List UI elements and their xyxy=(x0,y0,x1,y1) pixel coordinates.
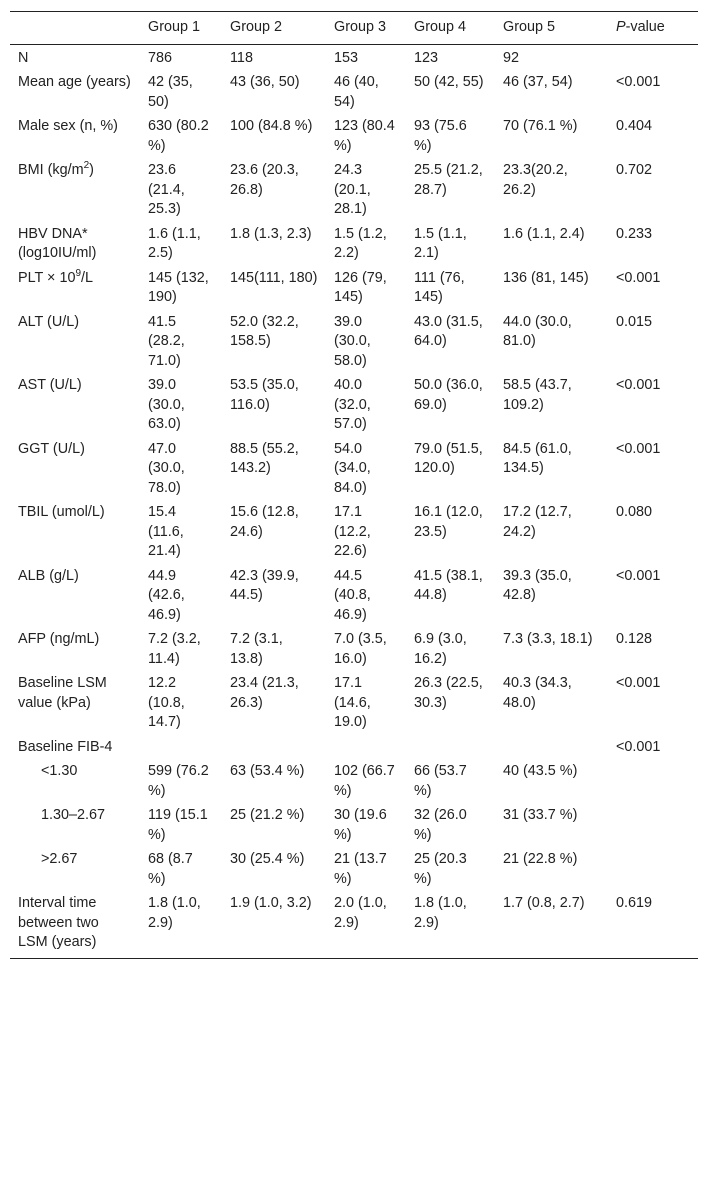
group-3-cell: 54.0 (34.0, 84.0) xyxy=(334,440,371,496)
table-row xyxy=(10,313,698,377)
p-value-cell: <0.001 xyxy=(616,675,661,691)
group-1-cell: 68 (8.7 %) xyxy=(148,851,193,887)
group-1-cell: 12.2 (10.8, 14.7) xyxy=(148,675,185,730)
p-value-suffix: -value xyxy=(625,19,665,35)
group-1-cell: 41.5 (28.2, 71.0) xyxy=(148,313,185,369)
row-label xyxy=(10,269,140,313)
table-row xyxy=(10,440,698,504)
row-label: GGT (U/L) xyxy=(18,440,85,457)
group-3-cell: 153 xyxy=(334,49,359,66)
group-4-cell: 66 (53.7 %) xyxy=(414,763,467,799)
p-value-cell xyxy=(608,762,698,806)
group-3-cell xyxy=(326,738,406,763)
group-4-cell: 1.5 (1.1, 2.1) xyxy=(414,225,467,261)
group-3-cell: 123 (80.4 %) xyxy=(334,118,395,154)
group-3-cell: 2.0 (1.0, 2.9) xyxy=(334,895,387,931)
header-group-1: Group 1 xyxy=(148,19,200,35)
row-label-superscript: 9 xyxy=(75,267,82,279)
table-row xyxy=(10,567,698,631)
group-4-cell: 6.9 (3.0, 16.2) xyxy=(414,631,467,667)
group-4-cell: 32 (26.0 %) xyxy=(414,807,467,843)
group-4-cell: 26.3 (22.5, 30.3) xyxy=(414,675,483,711)
row-label: Mean age (years) xyxy=(18,74,131,90)
group-2-cell: 88.5 (55.2, 143.2) xyxy=(230,440,299,476)
row-label-suffix: ) xyxy=(89,162,94,178)
group-2-cell: 23.4 (21.3, 26.3) xyxy=(230,675,299,711)
group-3-cell: 40.0 (32.0, 57.0) xyxy=(334,377,371,432)
group-2-cell: 145(111, 180) xyxy=(230,269,318,286)
group-5-cell: 21 (22.8 %) xyxy=(503,851,578,867)
p-italic: P xyxy=(616,19,626,35)
p-value-cell: <0.001 xyxy=(616,269,661,286)
group-2-cell: 1.9 (1.0, 3.2) xyxy=(230,895,312,911)
table-row xyxy=(10,117,698,161)
group-3-cell: 126 (79, 145) xyxy=(334,269,387,305)
group-1-cell: 44.9 (42.6, 46.9) xyxy=(148,567,185,623)
table-row xyxy=(10,674,698,738)
header-empty-cell xyxy=(10,12,140,45)
group-3-cell: 30 (19.6 %) xyxy=(334,807,387,843)
p-value-cell xyxy=(608,806,698,850)
group-5-cell: 92 xyxy=(503,49,520,66)
row-label: <1.30 xyxy=(41,763,78,779)
group-3-cell: 21 (13.7 %) xyxy=(334,851,387,887)
p-value-cell: 0.128 xyxy=(616,631,653,647)
group-5-cell: 17.2 (12.7, 24.2) xyxy=(503,504,572,540)
group-1-cell: 39.0 (30.0, 63.0) xyxy=(148,377,185,432)
group-2-cell: 23.6 (20.3, 26.8) xyxy=(230,162,299,198)
group-4-cell: 111 (76, 145) xyxy=(414,269,465,305)
row-label: AFP (ng/mL) xyxy=(18,631,100,647)
group-3-cell: 46 (40, 54) xyxy=(334,74,379,110)
row-label xyxy=(10,161,140,225)
group-5-cell: 40.3 (34.3, 48.0) xyxy=(503,675,572,711)
header-group-5: Group 5 xyxy=(503,19,555,35)
row-label: N xyxy=(18,49,29,66)
group-2-cell: 52.0 (32.2, 158.5) xyxy=(230,313,299,349)
group-2-cell: 63 (53.4 %) xyxy=(230,763,305,779)
group-5-cell xyxy=(495,738,608,763)
group-2-cell xyxy=(222,738,326,763)
table-row xyxy=(10,376,698,440)
group-4-cell: 41.5 (38.1, 44.8) xyxy=(414,567,483,603)
p-value-cell: <0.001 xyxy=(616,567,661,584)
row-label-text: PLT × 10 xyxy=(18,269,76,286)
group-5-cell: 1.7 (0.8, 2.7) xyxy=(503,895,585,911)
table-body xyxy=(10,44,698,958)
group-4-cell: 50.0 (36.0, 69.0) xyxy=(414,377,483,413)
group-1-cell: 119 (15.1 %) xyxy=(148,807,208,843)
table-row xyxy=(10,161,698,225)
p-value-cell: 0.702 xyxy=(616,162,653,178)
group-3-cell: 102 (66.7 %) xyxy=(334,763,395,799)
group-5-cell: 136 (81, 145) xyxy=(503,269,589,286)
row-label: Male sex (n, %) xyxy=(18,118,118,134)
header-group-4: Group 4 xyxy=(414,19,466,35)
group-5-cell: 40 (43.5 %) xyxy=(503,763,578,779)
group-4-cell: 25 (20.3 %) xyxy=(414,851,467,887)
group-5-cell: 31 (33.7 %) xyxy=(503,807,578,823)
group-4-cell: 25.5 (21.2, 28.7) xyxy=(414,162,483,198)
group-4-cell: 1.8 (1.0, 2.9) xyxy=(414,895,467,931)
table-row xyxy=(10,630,698,674)
group-2-cell: 1.8 (1.3, 2.3) xyxy=(230,225,312,242)
group-1-cell: 1.6 (1.1, 2.5) xyxy=(148,225,201,261)
group-1-cell: 145 (132, 190) xyxy=(148,269,209,305)
row-label: HBV DNA* (log10IU/ml) xyxy=(18,225,97,261)
group-5-cell: 7.3 (3.3, 18.1) xyxy=(503,631,593,647)
group-1-cell: 599 (76.2 %) xyxy=(148,763,209,799)
row-label-suffix: /L xyxy=(81,269,94,286)
group-2-cell: 7.2 (3.1, 13.8) xyxy=(230,631,283,667)
group-5-cell: 46 (37, 54) xyxy=(503,74,573,90)
row-label: Baseline LSM value (kPa) xyxy=(18,675,107,711)
group-1-cell xyxy=(140,738,222,763)
p-value-cell xyxy=(608,44,698,73)
group-4-cell: 93 (75.6 %) xyxy=(414,118,467,154)
table-row xyxy=(10,894,698,958)
table-row xyxy=(10,738,698,763)
row-label: TBIL (umol/L) xyxy=(18,504,105,520)
group-5-cell: 84.5 (61.0, 134.5) xyxy=(503,440,572,476)
group-2-cell: 15.6 (12.8, 24.6) xyxy=(230,504,299,540)
group-1-cell: 42 (35, 50) xyxy=(148,74,193,110)
header-group-2: Group 2 xyxy=(230,19,282,35)
group-5-cell: 44.0 (30.0, 81.0) xyxy=(503,313,572,349)
table-row xyxy=(10,44,698,73)
table-row xyxy=(10,806,698,850)
group-2-cell: 42.3 (39.9, 44.5) xyxy=(230,567,299,603)
group-3-cell: 17.1 (14.6, 19.0) xyxy=(334,675,371,730)
table-row xyxy=(10,225,698,269)
group-3-cell: 24.3 (20.1, 28.1) xyxy=(334,162,371,217)
baseline-characteristics-table xyxy=(10,11,698,959)
group-4-cell: 123 xyxy=(414,49,439,66)
table-row xyxy=(10,503,698,567)
group-2-cell: 53.5 (35.0, 116.0) xyxy=(230,377,299,413)
p-value-cell: 0.080 xyxy=(616,504,653,520)
p-value-cell xyxy=(608,850,698,894)
group-5-cell: 39.3 (35.0, 42.8) xyxy=(503,567,572,603)
table-row xyxy=(10,762,698,806)
group-3-cell: 17.1 (12.2, 22.6) xyxy=(334,504,371,559)
p-value-cell: <0.001 xyxy=(616,738,661,755)
group-5-cell: 23.3(20.2, 26.2) xyxy=(503,162,568,198)
group-1-cell: 23.6 (21.4, 25.3) xyxy=(148,162,185,217)
group-3-cell: 39.0 (30.0, 58.0) xyxy=(334,313,371,369)
p-value-cell: 0.015 xyxy=(616,313,653,330)
group-5-cell: 70 (76.1 %) xyxy=(503,118,578,134)
group-2-cell: 43 (36, 50) xyxy=(230,74,300,90)
p-value-cell: 0.233 xyxy=(616,225,653,242)
row-label: ALB (g/L) xyxy=(18,567,79,584)
p-value-cell: <0.001 xyxy=(616,377,661,393)
group-1-cell: 15.4 (11.6, 21.4) xyxy=(148,504,184,559)
group-3-cell: 1.5 (1.2, 2.2) xyxy=(334,225,387,261)
row-label: Baseline FIB-4 xyxy=(18,738,113,755)
row-label-superscript: 2 xyxy=(83,160,90,172)
p-value-cell: 0.404 xyxy=(616,118,653,134)
group-3-cell: 44.5 (40.8, 46.9) xyxy=(334,567,371,623)
group-2-cell: 25 (21.2 %) xyxy=(230,807,305,823)
row-label-text: BMI (kg/m xyxy=(18,162,84,178)
group-4-cell: 16.1 (12.0, 23.5) xyxy=(414,504,483,540)
group-1-cell: 630 (80.2 %) xyxy=(148,118,209,154)
group-2-cell: 100 (84.8 %) xyxy=(230,118,313,134)
group-1-cell: 7.2 (3.2, 11.4) xyxy=(148,631,201,667)
p-value-cell: <0.001 xyxy=(616,74,661,90)
group-1-cell: 1.8 (1.0, 2.9) xyxy=(148,895,201,931)
group-1-cell: 786 xyxy=(148,49,173,66)
row-label: ALT (U/L) xyxy=(18,313,80,330)
group-1-cell: 47.0 (30.0, 78.0) xyxy=(148,440,185,496)
group-5-cell: 58.5 (43.7, 109.2) xyxy=(503,377,572,413)
group-5-cell: 1.6 (1.1, 2.4) xyxy=(503,225,585,242)
row-label: 1.30–2.67 xyxy=(41,807,106,823)
table-row xyxy=(10,269,698,313)
table-row xyxy=(10,850,698,894)
group-4-cell: 43.0 (31.5, 64.0) xyxy=(414,313,483,349)
p-value-cell: <0.001 xyxy=(616,440,661,457)
group-4-cell: 50 (42, 55) xyxy=(414,74,484,90)
group-2-cell: 118 xyxy=(230,49,253,66)
table-row xyxy=(10,73,698,117)
group-2-cell: 30 (25.4 %) xyxy=(230,851,305,867)
header-row xyxy=(10,12,698,45)
group-4-cell: 79.0 (51.5, 120.0) xyxy=(414,440,483,476)
header-p-value xyxy=(608,12,698,45)
group-3-cell: 7.0 (3.5, 16.0) xyxy=(334,631,387,667)
row-label: >2.67 xyxy=(41,851,78,867)
p-value-cell: 0.619 xyxy=(616,895,653,911)
row-label: AST (U/L) xyxy=(18,377,82,393)
table-header xyxy=(10,12,698,45)
group-4-cell xyxy=(406,738,495,763)
row-label: Interval time between two LSM (years) xyxy=(18,895,99,950)
header-group-3: Group 3 xyxy=(334,19,386,35)
